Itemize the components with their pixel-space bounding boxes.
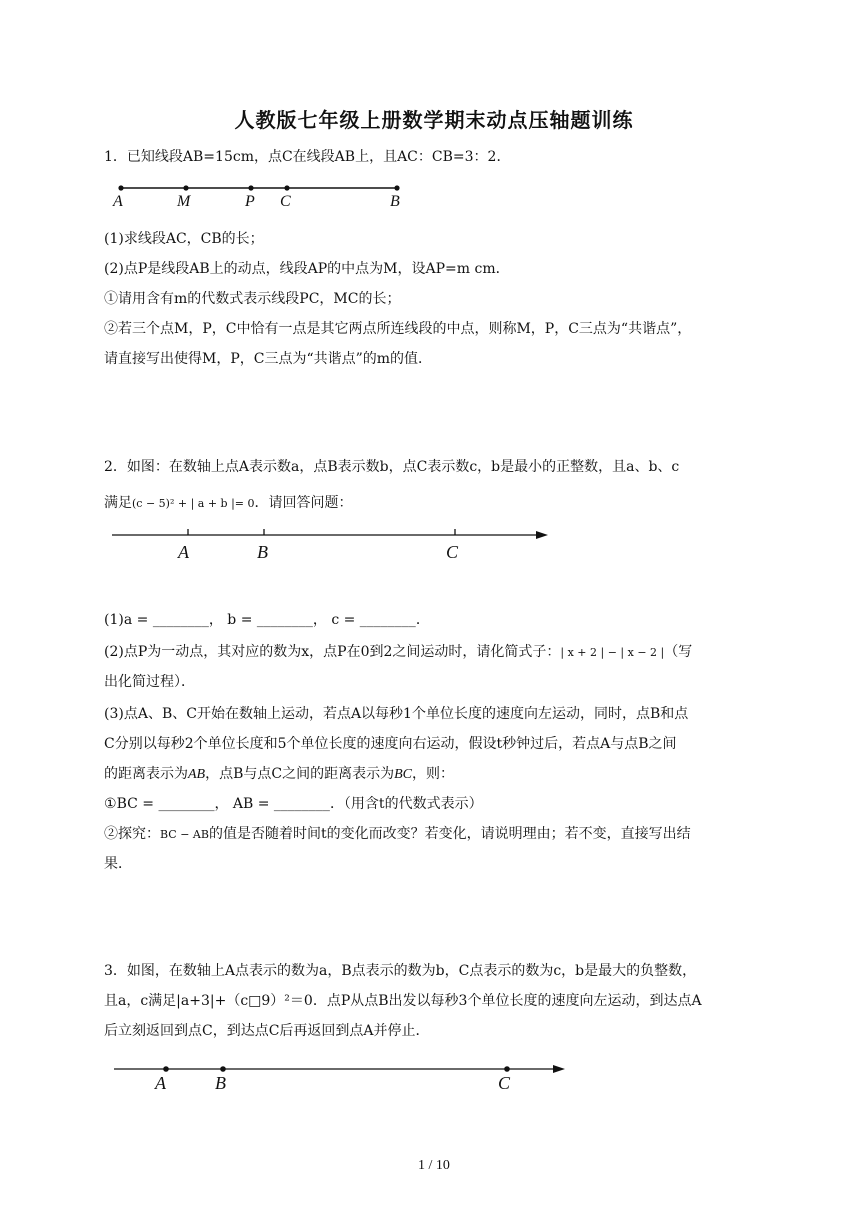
page-title: 人教版七年级上册数学期末动点压轴题训练 [234,108,634,132]
q1-part1: (1)求线段AC，CB的长； [104,231,264,247]
q3-point-b-dot [220,1066,226,1072]
q2-part2-cont: 出化简过程）． [104,674,195,690]
q2-part1: (1)a = ________， b = ________， c = ________． [104,612,430,628]
q3-point-a-dot [163,1066,169,1072]
q3-stem-line1: 3．如图，在数轴上A点表示的数为a，B点表示的数为b，C点表示的数为c，b是最大的负整数， [104,963,697,979]
q2-label-b: B [257,542,268,562]
q2-part3-line3: 的距离表示为AB，点B与点C之间的距离表示为BC，则： [104,766,454,782]
blank-b: b = ________ [227,612,313,628]
q2-part3-line1: (3)点A、B、C开始在数轴上运动，若点A以每秒1个单位长度的速度向左运动，同时，点B和点 [104,706,689,722]
q2-part2: (2)点P为一动点，其对应的数为x，点P在0到2之间运动时，请化简式子：| x + 2 | − | x − 2 |（写 [104,644,693,660]
q2-part3-sub2: ②探究：BC − AB的值是否随着时间t的变化而改变？若变化，请说明理由；若不变，直接写出结 [104,826,691,842]
q2-part3-line2: C分别以每秒2个单位长度和5个单位长度的速度向右运动，假设t秒钟过后，若点A与点B之间 [104,736,677,752]
q2-part3-sub1: ①BC = ________， AB = ________．（用含t的代数式表示） [104,796,483,812]
blank-ab: AB = ________ [232,796,330,812]
q1-part2: (2)点P是线段AB上的动点，线段AP的中点为M，设AP=m cm． [104,261,510,277]
q3-stem-line2: 且a，c满足|a+3|+（c□9）²＝0．点P从点B出发以每秒3个单位长度的速度向左运动，到达点A [104,993,702,1009]
q3-axis-arrow [553,1065,565,1073]
q2-label-c: C [446,542,459,562]
q2-condition-formula: (c − 5)² + | a + b |= 0 [132,497,255,510]
page-number: 1 / 10 [418,1158,450,1173]
q3-point-c-dot [504,1066,510,1072]
q2-stem-line2: 满足(c − 5)² + | a + b |= 0．请回答问题： [104,495,353,511]
q2-label-a: A [178,542,189,562]
q3-label-a: A [155,1073,166,1093]
q2-abs-formula: | x + 2 | − | x − 2 | [560,646,665,659]
q3-label-c: C [498,1073,511,1093]
q2-part3-sub2-cont: 果． [104,856,132,872]
q1-label-p: P [245,193,255,210]
q1-stem: 1．已知线段AB=15cm，点C在线段AB上，且AC：CB=3：2． [104,149,511,165]
q3-stem-line3: 后立刻返回到点C，到达点C后再返回到点A并停止． [104,1023,430,1039]
q3-label-b: B [215,1073,226,1093]
blank-c: c = ________ [331,612,416,628]
q1-part2-sub2-cont: 请直接写出使得M，P，C三点为“共谐点”的m的值． [104,351,433,367]
q1-part2-sub1: ①请用含有m的代数式表示线段PC，MC的长； [104,291,401,307]
q2-stem-line1: 2．如图：在数轴上点A表示数a，点B表示数b，点C表示数c，b是最小的正整数，且a、b、c [104,459,680,475]
blank-a: a = ________ [123,612,209,628]
blank-bc: BC = ________ [116,796,215,812]
q2-diff-formula: BC − AB [160,828,209,841]
q1-label-m: M [177,193,191,210]
q1-part2-sub2: ②若三个点M，P，C中恰有一点是其它两点所连线段的中点，则称M，P，C三点为“共谐点”， [104,321,692,337]
q1-label-a: A [113,193,123,210]
q1-label-c: C [280,193,291,210]
q1-label-b: B [390,193,400,210]
